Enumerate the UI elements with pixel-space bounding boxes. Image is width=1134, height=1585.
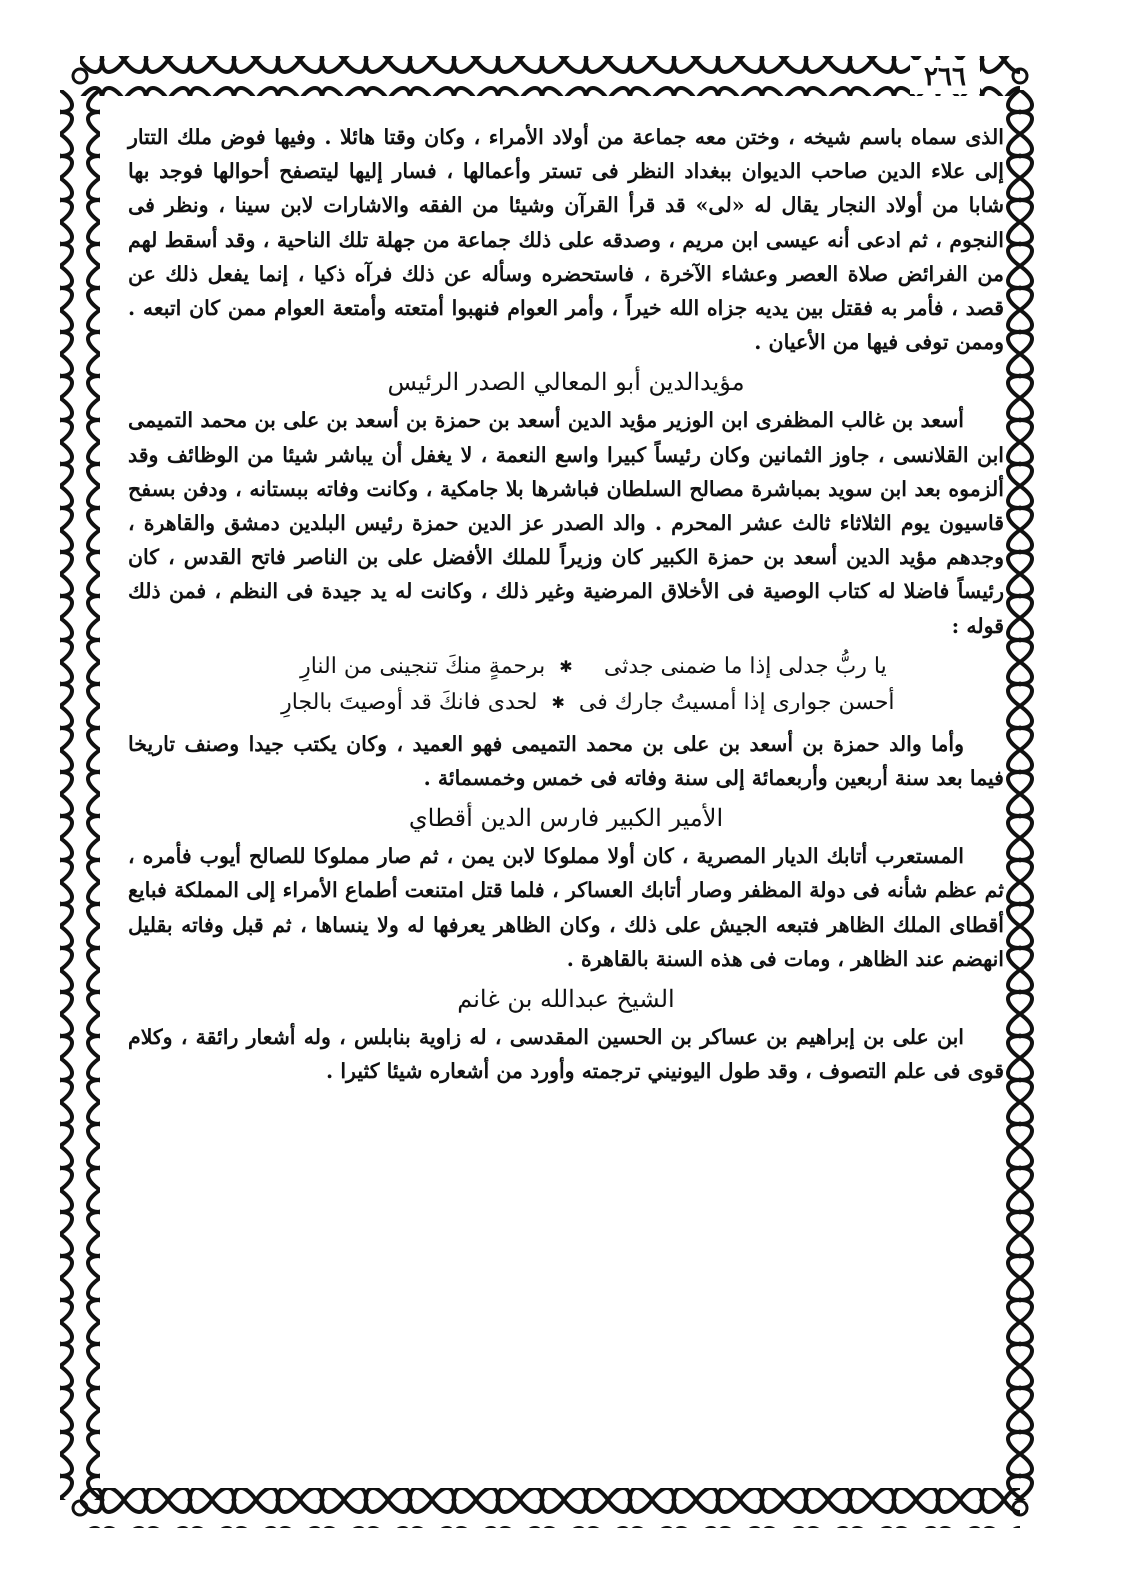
poem-verse (128, 649, 1004, 685)
verse-separator-star-icon: ✱ (551, 692, 565, 712)
paragraph: ابن على بن إبراهيم بن عساكر بن الحسين المقدسى ، له زاوية بنابلس ، وله أشعار رائقة ، وكلام قوى فى علم التصوف ، وقد طول اليونيني ترجمته وأورد من أشعاره شيئا كثيرا . (128, 1025, 1004, 1084)
verse-separator-star-icon: ✱ (559, 656, 573, 676)
verse-first-hemistich: يا ربُّ جدلى إذا ما ضمنى جدثى (603, 653, 887, 679)
section-heading: الشيخ عبدالله بن غانم (457, 985, 675, 1014)
paragraph: وأما والد حمزة بن أسعد بن على بن محمد التميمى فهو العميد ، وكان يكتب جيدا وصنف تاريخا فيما بعد سنة أربعين وأربعمائة إلى سنة وفاته فى خمس وخمسمائة . (128, 731, 1004, 791)
section-heading: مؤيدالدين أبو المعالي الصدر الرئيس (387, 368, 745, 397)
page-number: ٢٦٦ (910, 60, 980, 94)
verse-second-hemistich: برحمةٍ منكَ تنجينى من النارِ (300, 653, 546, 679)
paragraph: المستعرب أتابك الديار المصرية ، كان أولا مملوكا لابن يمن ، ثم صار مملوكا للصالح أيوب فأمره ، ثم عظم شأنه فى دولة المظفر وصار أتابك العساكر ، فلما قتل امتنعت أطماع الأمراء إلى المملكة فبايع أقطاى الملك الظاهر فتبعه الجيش على ذلك ، وكان الظاهر يعرفها له ولا ينساها ، ثم قبل وفاته بقليل انهضم عند الظاهر ، ومات فى هذه السنة بالقاهرة . (128, 844, 1004, 971)
page-text (128, 120, 1004, 1088)
poem-verse (128, 685, 1004, 721)
section-heading: الأمير الكبير فارس الدين أقطاي (408, 804, 724, 833)
verse-second-hemistich: لحدى فانكَ قد أوصيتَ بالجارِ (281, 689, 538, 715)
paragraph: الذى سماه باسم شيخه ، وختن معه جماعة من أولاد الأمراء ، وكان وقتا هائلا . وفيها فوض ملك التتار إلى علاء الدين صاحب الديوان ببغداد النظر فى تستر وأعمالها ، فسار إليها ليتصفح أحوالها فوجد بها شابا من أولاد النجار يقال له «لى» قد قرأ القرآن وشيئا من الفقه والاشارات لابن سينا ، ونظر فى النجوم ، ثم ادعى أنه عيسى ابن مريم ، وصدقه على ذلك جماعة من جهلة تلك الناحية ، وقد أسقط لهم من الفرائض صلاة العصر وعشاء الآخرة ، فاستحضره وسأله عن ذلك فرآه ذكيا ، إنما يفعل ذلك عن قصد ، فأمر به فقتل بين يديه جزاه الله خيراً ، وأمر العوام فنهبوا أمتعته وأمتعة العوام ممن كان اتبعه . وممن توفى فيها من الأعيان . (128, 125, 1004, 355)
paragraph: أسعد بن غالب المظفرى ابن الوزير مؤيد الدين أسعد بن حمزة بن أسعد بن على بن محمد التميمى ابن القلانسى ، جاوز الثمانين وكان رئيساً كبيرا واسع النعمة ، لا يغفل أن يباشر شيئا من الوظائف وقد ألزموه بعد ابن سويد بمباشرة مصالح السلطان فباشرها بلا جامكية ، وكانت وفاته ببستانه ، ودفن بسفح قاسيون يوم الثلاثاء ثالث عشر المحرم . والد الصدر عز الدين حمزة رئيس البلدين دمشق والقاهرة ، وجدهم مؤيد الدين أسعد بن حمزة الكبير كان وزيراً للملك الأفضل على بن الناصر فاتح القدس ، كان رئيساً فاضلا له كتاب الوصية فى الأخلاق المرضية وغير ذلك ، وكانت له يد جيدة فى النظم ، فمن ذلك قوله : (128, 408, 1004, 638)
poem (128, 649, 1004, 721)
verse-first-hemistich: أحسن جوارى إذا أمسيتُ جارك فى (578, 689, 895, 715)
